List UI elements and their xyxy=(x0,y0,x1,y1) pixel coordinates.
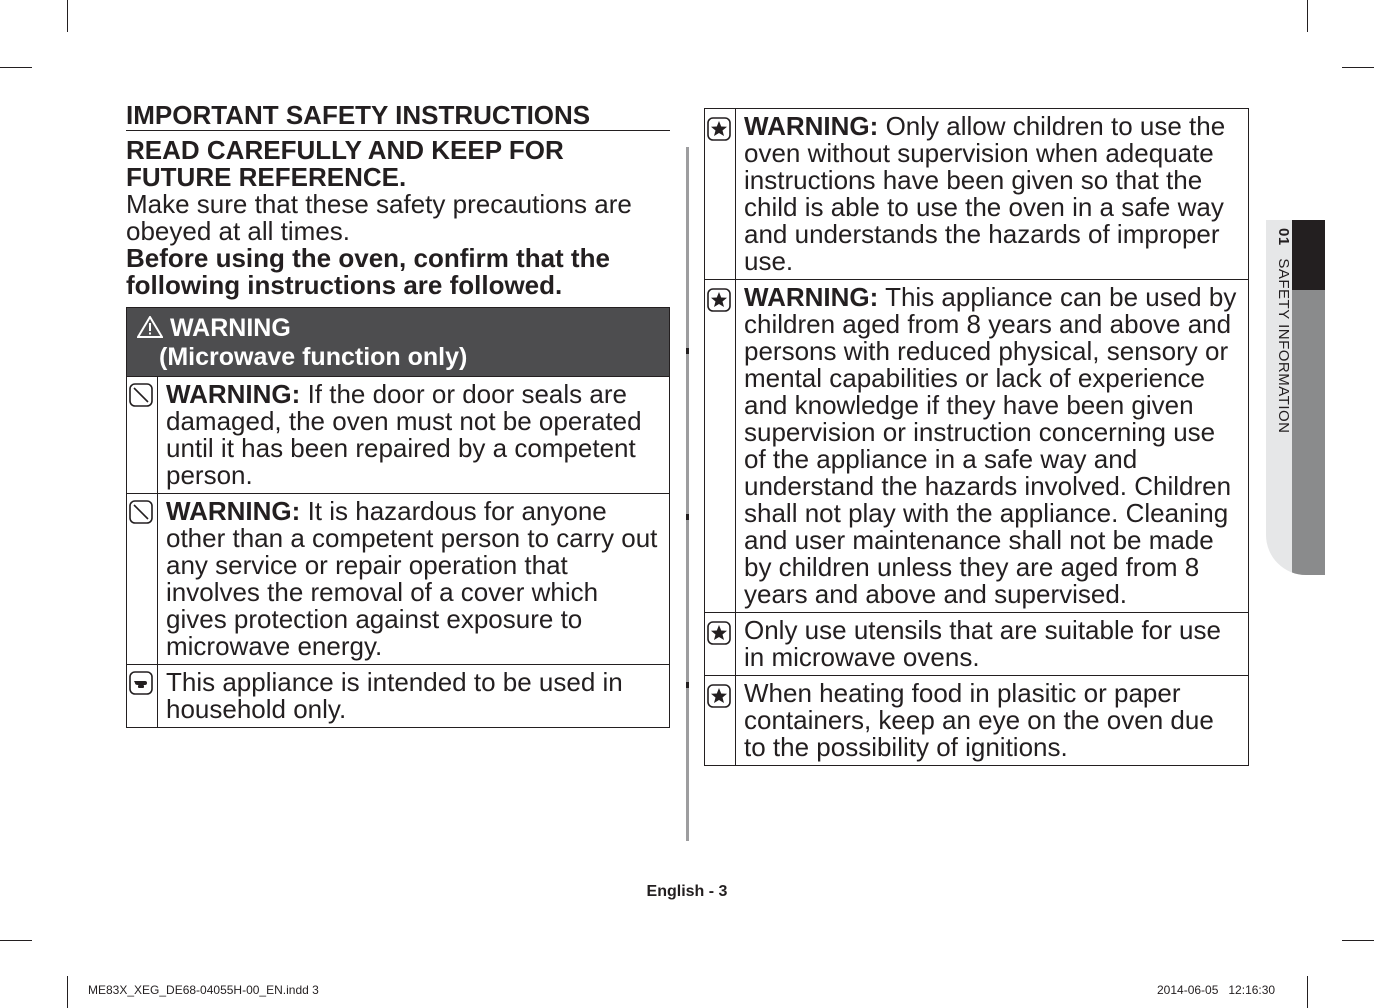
crop-mark xyxy=(67,0,68,32)
divider-mark xyxy=(686,682,689,688)
intro-text: Make sure that these safety precautions are obeyed at all times. xyxy=(126,189,632,246)
warning-item xyxy=(705,613,1249,676)
crop-mark xyxy=(1342,67,1374,68)
warning-label: WARNING: xyxy=(744,282,879,312)
right-warning-table xyxy=(704,108,1249,766)
left-column xyxy=(126,100,670,728)
warning-box-header xyxy=(127,308,670,377)
warning-label: WARNING: xyxy=(166,379,301,409)
warning-text: If the door or door seals are damaged, the oven must not be operated until it has been repaired by a competent person. xyxy=(166,379,642,490)
crop-mark xyxy=(1342,940,1374,941)
warning-label: WARNING: xyxy=(744,111,879,141)
divider-mark xyxy=(686,514,689,520)
file-slug: ME83X_XEG_DE68-04055H-00_EN.indd 3 xyxy=(88,983,319,997)
intro-bold-text: Before using the oven, confirm that the following instructions are followed. xyxy=(126,243,610,300)
subheading: READ CAREFULLY AND KEEP FOR FUTURE REFERENCE. xyxy=(126,135,564,192)
warning-title: WARNING xyxy=(169,314,291,342)
star-icon xyxy=(707,117,731,141)
crop-mark xyxy=(1307,0,1308,32)
note-text: This appliance is intended to be used in household only. xyxy=(166,667,623,724)
section-title: SAFETY INFORMATION xyxy=(1275,258,1292,434)
warning-box xyxy=(126,307,670,728)
star-icon xyxy=(707,684,731,708)
side-tab-marker xyxy=(1292,220,1325,290)
crop-mark xyxy=(0,67,32,68)
pointing-hand-icon xyxy=(129,671,153,695)
page-number: English - 3 xyxy=(646,883,728,900)
warning-triangle-icon xyxy=(137,316,163,338)
warning-subtitle: (Microwave function only) xyxy=(159,343,468,371)
star-icon xyxy=(707,621,731,645)
warning-text: This appliance can be used by children aged from 8 years and above and persons with reduced physical, sensory or mental capabilities or lack of experience and knowledge if they have been given supervision or instruction concerning use of the appliance in a safe way and understand the hazards involved. Children shall not play with the appliance. Cleaning and user maintenance shall not be made by children unless they are aged from 8 years and above and supervised. xyxy=(744,282,1237,609)
section-number: 01 xyxy=(1275,228,1292,246)
crop-mark xyxy=(0,940,32,941)
warning-item xyxy=(127,494,670,665)
warning-item xyxy=(705,676,1249,766)
prohibited-icon xyxy=(129,500,153,524)
page-heading: IMPORTANT SAFETY INSTRUCTIONS xyxy=(126,100,670,131)
note-text: Only use utensils that are suitable for use in microwave ovens. xyxy=(744,615,1221,672)
warning-item xyxy=(127,665,670,728)
warning-item xyxy=(127,377,670,494)
warning-item xyxy=(705,280,1249,613)
divider-mark xyxy=(686,348,689,354)
warning-text: Only allow children to use the oven without supervision when adequate instructions have been given so that the child is able to use the oven in a safe way and understands the hazards of improper use. xyxy=(744,111,1226,276)
warning-text: It is hazardous for anyone other than a competent person to carry out any service or repair operation that involves the removal of a cover which gives protection against exposure to microwave energy. xyxy=(166,496,658,661)
prohibited-icon xyxy=(129,383,153,407)
note-text: When heating food in plasitic or paper containers, keep an eye on the oven due to the possibility of ignitions. xyxy=(744,678,1214,762)
right-column xyxy=(704,108,1249,766)
print-timestamp: 2014-06-05 12:16:30 xyxy=(1157,983,1276,997)
crop-mark xyxy=(67,976,68,1008)
warning-item xyxy=(705,109,1249,280)
section-label xyxy=(1268,228,1292,458)
warning-label: WARNING: xyxy=(166,496,301,526)
column-divider xyxy=(686,147,689,841)
crop-mark xyxy=(1307,976,1308,1008)
star-icon xyxy=(707,288,731,312)
